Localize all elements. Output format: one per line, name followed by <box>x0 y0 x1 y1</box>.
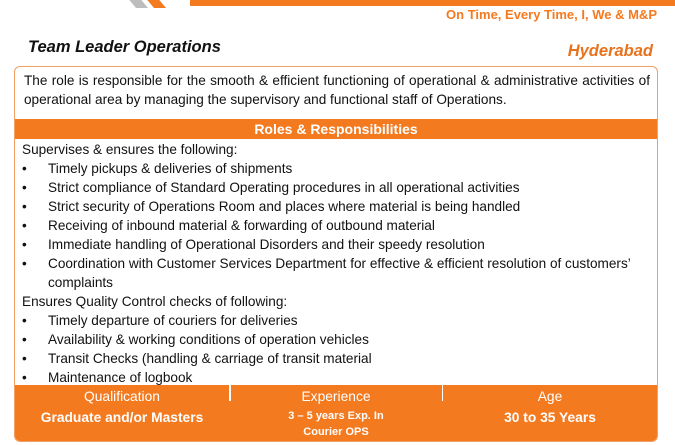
qualification-column <box>15 385 229 442</box>
age-column <box>443 385 657 442</box>
experience-label: Experience <box>301 389 371 404</box>
job-title: Team Leader Operations <box>28 38 221 56</box>
quality-list <box>22 311 652 387</box>
company-tagline: On Time, Every Time, I, We & M&P <box>446 7 657 22</box>
list-item: • Strict security of Operations Room and places where material is being handled <box>22 197 652 216</box>
qualification-label: Qualification <box>84 389 160 404</box>
list-item: • Timely departure of couriers for deliveries <box>22 311 652 330</box>
responsibilities-section <box>22 140 652 387</box>
list-item: • Strict compliance of Standard Operating procedures in all operational activities <box>22 178 652 197</box>
list-item: • Coordination with Customer Services Department for effective & efficient resolution of customers’ complaints <box>22 254 652 292</box>
list-item: • Maintenance of logbook <box>22 368 652 387</box>
role-summary: The role is responsible for the smooth & efficient functioning of operational & administrative activities of operational area by managing the supervisory and functional staff of Operations. <box>24 73 650 107</box>
header-bar <box>0 0 675 6</box>
column-divider <box>229 385 231 401</box>
experience-value-line2: Courier OPS <box>303 426 369 438</box>
header-accent-bar <box>190 0 675 6</box>
supervises-label: Supervises & ensures the following: <box>22 142 238 157</box>
quality-label: Ensures Quality Control checks of following: <box>22 294 288 309</box>
roles-section-header: Roles & Responsibilities <box>15 119 657 139</box>
list-item: • Availability & working conditions of operation vehicles <box>22 330 652 349</box>
age-value: 30 to 35 Years <box>504 410 596 425</box>
logo-chevron-icon <box>118 0 178 8</box>
requirements-footer <box>15 385 657 442</box>
qualification-value: Graduate and/or Masters <box>40 410 204 425</box>
supervises-list <box>22 159 652 292</box>
list-item: • Receiving of inbound material & forwarding of outbound material <box>22 216 652 235</box>
job-description-card <box>14 66 658 442</box>
list-item: • Timely pickups & deliveries of shipments <box>22 159 652 178</box>
experience-value-line1: 3 – 5 years Exp. In <box>288 410 384 422</box>
list-item: • Transit Checks (handling & carriage of transit material <box>22 349 652 368</box>
experience-column <box>229 385 443 442</box>
job-location: Hyderabad <box>567 42 653 60</box>
list-item: • Immediate handling of Operational Disorders and their speedy resolution <box>22 235 652 254</box>
age-label: Age <box>537 389 563 404</box>
